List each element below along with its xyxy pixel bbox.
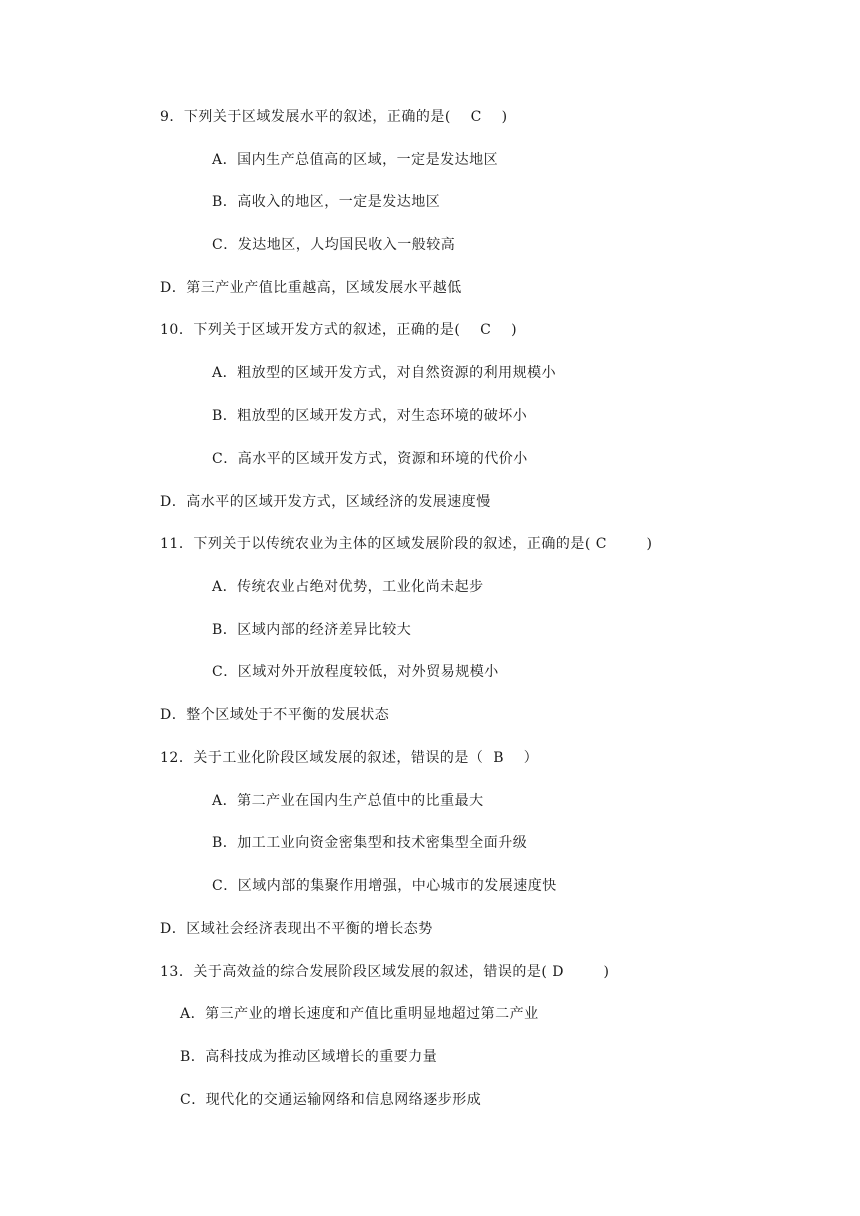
question-10-option-a: A．粗放型的区域开发方式，对自然资源的利用规模小 (212, 365, 557, 381)
question-13-stem: 13．关于高效益的综合发展阶段区域发展的叙述，错误的是( D ) (160, 964, 610, 980)
question-10-option-d: D．高水平的区域开发方式，区域经济的发展速度慢 (160, 494, 491, 510)
question-10-option-c: C．高水平的区域开发方式，资源和环境的代价小 (212, 451, 528, 467)
question-12-option-d: D．区域社会经济表现出不平衡的增长态势 (160, 921, 433, 937)
question-12-option-c: C．区域内部的集聚作用增强，中心城市的发展速度快 (212, 878, 557, 894)
question-12-option-a: A．第二产业在国内生产总值中的比重最大 (212, 793, 484, 809)
question-12-option-b: B．加工工业向资金密集型和技术密集型全面升级 (212, 835, 528, 851)
question-11-option-a: A．传统农业占绝对优势，工业化尚未起步 (212, 579, 484, 595)
question-11-option-d: D．整个区域处于不平衡的发展状态 (160, 707, 390, 723)
question-11-stem: 11．下列关于以传统农业为主体的区域发展阶段的叙述，正确的是( C ) (160, 536, 653, 552)
question-12-stem: 12．关于工业化阶段区域发展的叙述，错误的是（ B ） (160, 750, 539, 766)
question-13-option-c: C．现代化的交通运输网络和信息网络逐步形成 (180, 1092, 482, 1108)
question-11-option-b: B．区域内部的经济差异比较大 (212, 622, 412, 638)
question-9-option-b: B．高收入的地区，一定是发达地区 (212, 194, 441, 210)
question-13-option-a: A．第三产业的增长速度和产值比重明显地超过第二产业 (180, 1006, 539, 1022)
question-11-option-c: C．区域对外开放程度较低，对外贸易规模小 (212, 664, 499, 680)
question-9-option-a: A．国内生产总值高的区域，一定是发达地区 (212, 152, 499, 168)
question-9-option-c: C．发达地区，人均国民收入一般较高 (212, 237, 456, 253)
question-9-option-d: D．第三产业产值比重越高，区域发展水平越低 (160, 280, 462, 296)
question-9-stem: 9．下列关于区域发展水平的叙述，正确的是( C ) (160, 109, 508, 125)
question-10-option-b: B．粗放型的区域开发方式，对生态环境的破坏小 (212, 408, 528, 424)
question-13-option-b: B．高科技成为推动区域增长的重要力量 (180, 1049, 438, 1065)
question-10-stem: 10．下列关于区域开发方式的叙述，正确的是( C ) (160, 322, 518, 338)
